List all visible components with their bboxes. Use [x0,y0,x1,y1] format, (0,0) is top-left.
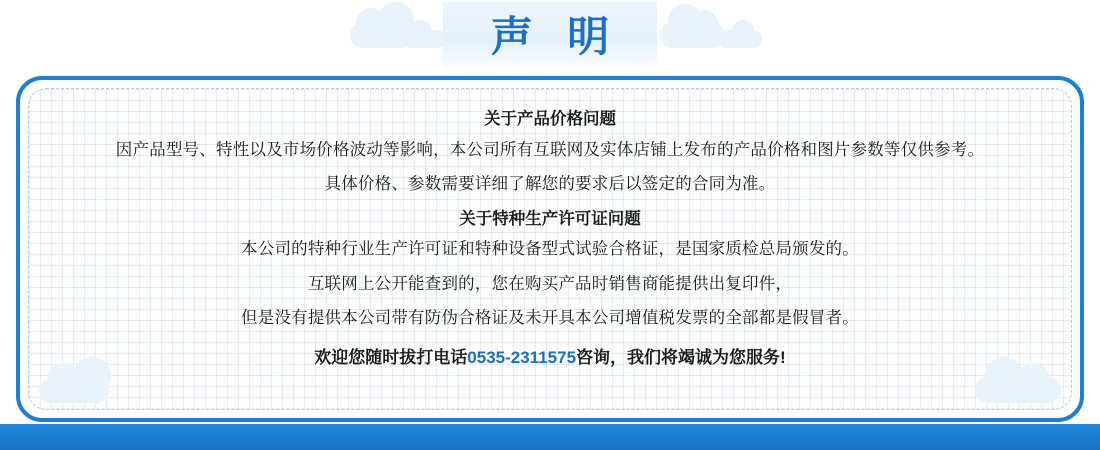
cloud-decoration-left-small-icon [402,30,446,48]
statement-frame [16,76,1084,422]
contact-phone-number[interactable]: 0535-2311575 [467,347,577,367]
license-paragraph-3: 但是没有提供本公司带有防伪合格证及未开具本公司增值税发票的全部都是假冒者。 [241,309,859,327]
page-header [0,0,1100,78]
contact-line [63,349,1037,366]
cloud-decoration-right-small-icon [718,30,762,48]
page-title-box [443,2,657,72]
statement-inner-panel [28,88,1072,410]
section-title-price: 关于产品价格问题 [484,110,616,128]
cloud-decoration-inner-right-icon [975,377,1061,403]
bottom-blue-band [0,424,1100,450]
statement-content [29,89,1071,366]
cloud-decoration-inner-left-icon [39,379,109,403]
cloud-decoration-right-icon [660,22,724,48]
license-paragraph-1: 本公司的特种行业生产许可证和特种设备型式试验合格证，是国家质检总局颁发的。 [241,240,859,258]
contact-suffix: 咨询，我们将竭诚为您服务! [576,347,786,367]
license-paragraph-2: 互联网上公开能查到的，您在购买产品时销售商能提供出复印件， [307,274,793,293]
section-title-license: 关于特种生产许可证问题 [459,209,641,228]
price-paragraph-1: 因产品型号、特性以及市场价格波动等影响，本公司所有互联网及实体店铺上发布的产品价格和图片参数等仅供参考。 [115,140,985,159]
price-paragraph-2: 具体价格、参数需要详细了解您的要求后以签定的合同为准。 [324,175,776,193]
page-title: 声 明 [490,12,620,61]
contact-prefix: 欢迎您随时拔打电话 [314,347,468,367]
